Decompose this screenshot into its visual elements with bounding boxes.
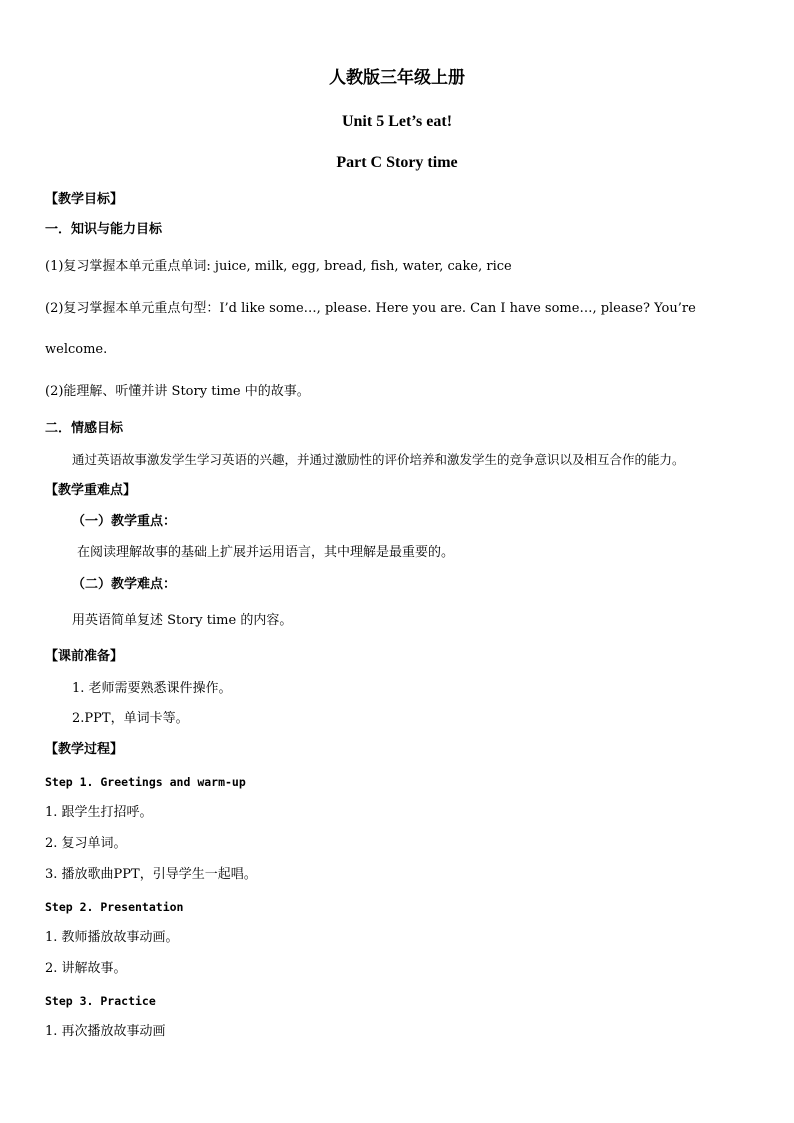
step-3-heading: Step 3. Practice [45, 994, 156, 1008]
knowledge-item-1: (1)复习掌握本单元重点单词: juice, milk, egg, bread, fish, water, cake, rice [45, 259, 512, 274]
unit-title: Unit 5 Let’s eat! [341, 113, 453, 130]
knowledge-heading: 一．知识与能力目标 [45, 222, 163, 237]
knowledge-item-2-line-2: welcome. [45, 342, 108, 357]
preparation-item-2: 2.PPT，单词卡等。 [72, 711, 189, 726]
step-3-item-1: 1. 再次播放故事动画 [45, 1024, 166, 1039]
focus-text: 在阅读理解故事的基础上扩展并运用语言，其中理解是最重要的。 [77, 545, 455, 560]
focus-heading: （一）教学重点： [72, 514, 177, 529]
step-2-item-2: 2. 讲解故事。 [45, 961, 127, 976]
document-title: 人教版三年级上册 [329, 68, 465, 88]
preparation-heading: 【课前准备】 [45, 649, 124, 664]
key-points-heading: 【教学重难点】 [45, 483, 137, 498]
emotion-text: 通过英语故事激发学生学习英语的兴趣，并通过激励性的评价培养和激发学生的竞争意识以及相互合作的能力。 [72, 452, 685, 467]
step-1-item-1: 1. 跟学生打招呼。 [45, 805, 153, 820]
step-2-item-1: 1. 教师播放故事动画。 [45, 930, 179, 945]
emotion-heading: 二．情感目标 [45, 421, 124, 436]
knowledge-item-2-line-1: (2)复习掌握本单元重点句型：I’d like some…, please. Here you are. Can I have some…, please? You’re [45, 301, 696, 316]
step-1-heading: Step 1. Greetings and warm-up [45, 775, 246, 789]
preparation-item-1: 1. 老师需要熟悉课件操作。 [72, 681, 232, 696]
objectives-heading: 【教学目标】 [45, 192, 124, 207]
part-title: Part C Story time [336, 154, 458, 171]
process-heading: 【教学过程】 [45, 742, 124, 757]
difficulty-heading: （二）教学难点： [72, 577, 177, 592]
step-2-heading: Step 2. Presentation [45, 900, 184, 914]
knowledge-item-3: (2)能理解、听懂并讲 Story time 中的故事。 [45, 384, 310, 399]
difficulty-text: 用英语简单复述 Story time 的内容。 [72, 613, 293, 628]
step-1-item-2: 2. 复习单词。 [45, 836, 127, 851]
step-1-item-3: 3. 播放歌曲PPT，引导学生一起唱。 [45, 867, 257, 882]
